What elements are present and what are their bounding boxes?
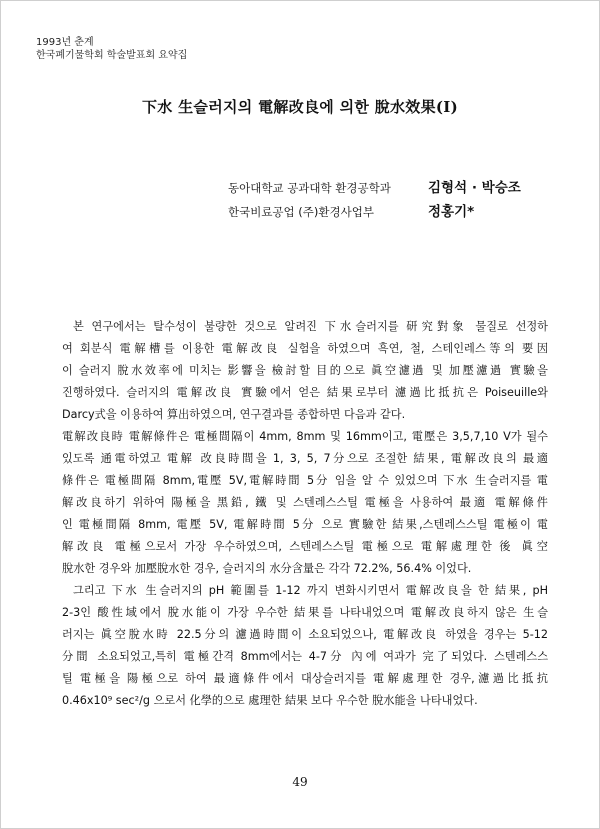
abstract-line: Darcy式을 이용하여 算出하였으며, 연구결과를 종합하면 다음과 같다.: [62, 408, 406, 421]
abstract-line: 解改良하기 위하여 陽極을 黑鉛, 鐵 및 스텐레스스틸 電極을 사용하여 最適 電解條件: [62, 496, 548, 509]
page-number: 49: [292, 775, 308, 789]
conference-line-1: 1993년 춘계: [36, 37, 94, 48]
abstract-line: 電解改良時 電解條件은 電極間隔이 4mm, 8mm 및 16mm이고, 電壓은 3,5,7,10 V가 될수: [62, 430, 548, 443]
affiliation-org: 한국비료공업 (주)환경사업부: [228, 205, 374, 219]
abstract-line: 條件은 電極間隔 8mm,電壓 5V,電解時間 5分 임을 알 수 있었으며 下水 生슬러지를 電: [62, 474, 548, 487]
author-names: 정홍기*: [428, 204, 475, 220]
abstract-line: 2-3인 酸性域에서 脫水能이 가장 우수한 結果를 나타내었으며 電解改良하지 않은 生슬: [62, 606, 548, 619]
abstract-line: 진행하였다. 슬러지의 電解改良 實驗에서 얻은 結果로부터 濾過比抵抗은 Poiseuille와: [62, 386, 548, 399]
conference-line-2: 한국폐기물학회 학술발표회 요약집: [36, 50, 188, 61]
abstract-line: 그리고 下水 生슬러지의 pH 範圍를 1-12 까지 변화시키면서 電解改良을 한 結果, pH: [73, 584, 548, 597]
author-names: 김형석 · 박승조: [428, 180, 521, 196]
conference-header: [36, 36, 187, 62]
abstract-line: 러지는 眞空脫水時 22.5分의 濾過時間이 소요되었으나, 電解改良 하였을 경우는 5-12: [62, 628, 548, 641]
abstract-line: 있도록 通電하였고 電解 改良時間을 1, 3, 5, 7分으로 조절한 結果, 電解改良의 最適: [62, 452, 548, 465]
abstract-line: 본 연구에서는 탈수성이 불량한 것으로 알려진 下水슬러지를 研究對象 물질로 선정하: [73, 320, 548, 333]
abstract-line: 이 슬러지 脫水效率에 미치는 影響을 檢討할 目的으로 眞空濾過 및 加壓濾過 實驗을: [62, 364, 548, 377]
affiliation-row: [228, 200, 568, 224]
affiliation-row: [228, 176, 568, 200]
abstract-line: 解改良 電極으로서 가장 우수하였으며, 스텐레스스틸 電極으로 電解處理한 後 眞空: [62, 540, 548, 553]
abstract-line: 여 회분식 電解槽를 이용한 電解改良 실험을 하였으며 흑연, 철, 스테인레스等의 要因: [62, 342, 548, 355]
paper-title: 下水 生슬러지의 電解改良에 의한 脫水效果(Ⅰ): [141, 98, 459, 116]
affiliation-org: 동아대학교 공과대학 환경공학과: [228, 181, 391, 195]
abstract-body: [62, 316, 548, 712]
abstract-line: 틸 電極을 陽極으로 하여 最適條件에서 대상슬러지를 電解處理한 경우,濾過比抵抗: [62, 672, 548, 685]
affiliations: [228, 176, 568, 224]
abstract-line: 分間 소요되었고,특히 電極간격 8mm에서는 4-7分 內에 여과가 完了되었다. 스텐레스스: [62, 650, 548, 663]
abstract-line: 脫水한 경우와 加壓脫水한 경우, 슬러지의 水分含量은 각각 72.2%, 56.4% 이었다.: [62, 562, 472, 575]
abstract-line: 인 電極間隔 8mm, 電壓 5V, 電解時間 5分 으로 實驗한 結果,스텐레스스틸 電極이 電: [62, 518, 548, 531]
abstract-line: 0.46x10⁹ sec²/g 으로서 化學的으로 處理한 結果 보다 우수한 脫水能을 나타내었다.: [62, 694, 478, 707]
